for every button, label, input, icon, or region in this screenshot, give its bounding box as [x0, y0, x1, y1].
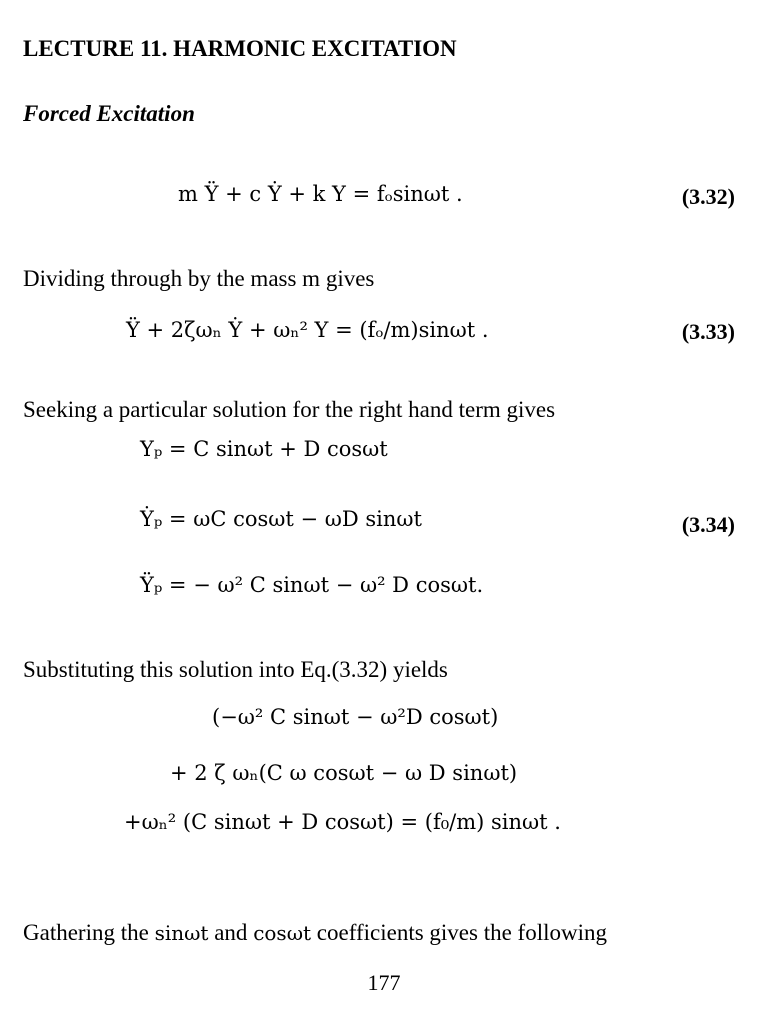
gathering-cos-term: cosωt	[253, 921, 312, 945]
substitution-line-3: +ωₙ² (C sinωt + D cosωt) = (f₀/m) sinωt .	[124, 810, 561, 834]
equation-3-33: Ÿ + 2ζωₙ Ẏ + ωₙ² Y = (fₒ/m)sinωt .	[126, 318, 489, 342]
substitution-line-2: + 2 ζ ωₙ(C ω cosωt − ω D sinωt)	[170, 761, 518, 785]
equation-number-3-34: (3.34)	[681, 512, 735, 537]
paragraph-gathering	[23, 920, 607, 946]
lecture-heading: LECTURE 11. HARMONIC EXCITATION	[23, 36, 457, 61]
equation-3-34-line-3: Ÿₚ = − ω² C sinωt − ω² D cosωt.	[140, 573, 484, 597]
substitution-line-1: (−ω² C sinωt − ω²D cosωt)	[212, 705, 499, 729]
equation-3-32: m Ÿ + c Ẏ + k Y = fₒsinωt .	[178, 182, 463, 206]
paragraph-seeking: Seeking a particular solution for the right hand term gives	[23, 397, 556, 422]
gathering-sin-term: sinωt	[154, 921, 209, 945]
page-number: 177	[367, 970, 401, 995]
equation-3-34-line-1: Yₚ = C sinωt + D cosωt	[140, 437, 388, 461]
equation-number-3-33: (3.33)	[681, 319, 735, 344]
paragraph-dividing: Dividing through by the mass m gives	[23, 266, 375, 291]
section-subheading: Forced Excitation	[23, 101, 195, 126]
equation-number-3-32: (3.32)	[681, 184, 735, 209]
equation-3-34-line-2: Ẏₚ = ωC cosωt − ωD sinωt	[140, 507, 422, 531]
gathering-text-b: and	[208, 920, 254, 945]
paragraph-substituting: Substituting this solution into Eq.(3.32) yields	[23, 657, 448, 682]
gathering-text-c: coefficients gives the following	[311, 920, 607, 945]
gathering-text-a: Gathering the	[23, 920, 155, 945]
